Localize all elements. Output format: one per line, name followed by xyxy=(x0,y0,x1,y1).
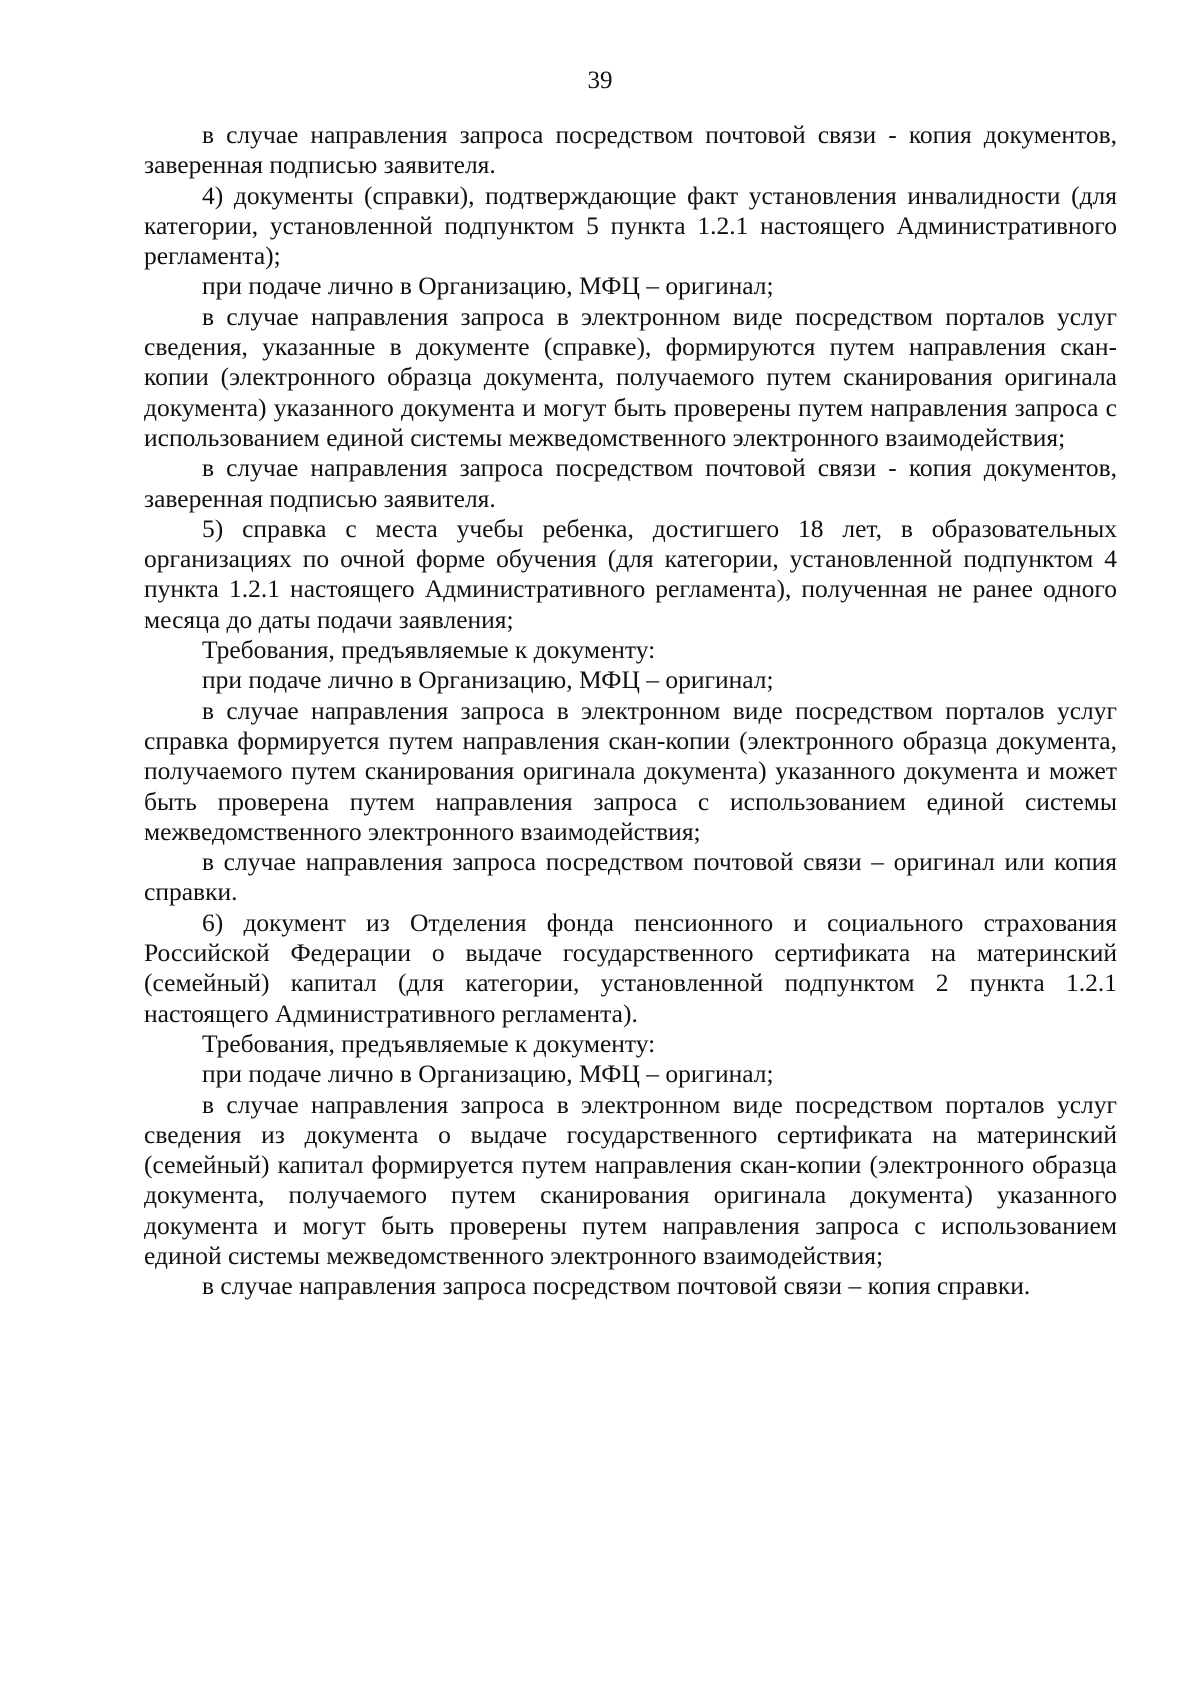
page-number: 39 xyxy=(587,67,613,94)
document-body xyxy=(144,120,1117,1302)
paragraph: в случае направления запроса посредством почтовой связи - копия документов, заверенная подписью заявителя. xyxy=(144,453,1117,513)
paragraph: в случае направления запроса в электронном виде посредством порталов услуг сведения, указанные в документе (справке), формируются путем направления скан-копии (электронного образца документа, получаемого путем сканирования оригинала документа) указанного документа и могут быть проверены путем направления запроса с использованием единой системы межведомственного электронного взаимодействия; xyxy=(144,301,1117,452)
paragraph: в случае направления запроса в электронном виде посредством порталов услуг сведения из документа о выдаче государственного сертификата на материнский (семейный) капитал формируется путем направления скан-копии (электронного образца документа, получаемого путем сканирования оригинала документа) указанного документа и могут быть проверены путем направления запроса с использованием единой системы межведомственного электронного взаимодействия; xyxy=(144,1089,1117,1270)
paragraph: при подаче лично в Организацию, МФЦ – оригинал; xyxy=(202,665,774,695)
paragraph: 5) справка с места учебы ребенка, достигшего 18 лет, в образовательных организациях по очной форме обучения (для категории, установленной подпунктом 4 пункта 1.2.1 настоящего Административного регламента), полученная не ранее одного месяца до даты подачи заявления; xyxy=(144,513,1117,634)
paragraph: 6) документ из Отделения фонда пенсионного и социального страхования Российской Федерации о выдаче государственного сертификата на материнский (семейный) капитал (для категории, установленной подпунктом 2 пункта 1.2.1 настоящего Административного регламента). xyxy=(144,907,1117,1028)
paragraph: Требования, предъявляемые к документу: xyxy=(202,1028,656,1058)
paragraph: 4) документы (справки), подтверждающие факт установления инвалидности (для категории, установленной подпунктом 5 пункта 1.2.1 настоящего Административного регламента); xyxy=(144,180,1117,271)
paragraph: при подаче лично в Организацию, МФЦ – оригинал; xyxy=(202,271,774,301)
paragraph: в случае направления запроса посредством почтовой связи – копия справки. xyxy=(202,1271,1031,1301)
paragraph: в случае направления запроса посредством почтовой связи - копия документов, заверенная подписью заявителя. xyxy=(144,120,1117,180)
paragraph: при подаче лично в Организацию, МФЦ – оригинал; xyxy=(202,1059,774,1089)
paragraph: в случае направления запроса в электронном виде посредством порталов услуг справка формируется путем направления скан-копии (электронного образца документа, получаемого путем сканирования оригинала документа) указанного документа и может быть проверена путем направления запроса с использованием единой системы межведомственного электронного взаимодействия; xyxy=(144,695,1117,846)
paragraph: в случае направления запроса посредством почтовой связи – оригинал или копия справки. xyxy=(144,847,1117,907)
paragraph: Требования, предъявляемые к документу: xyxy=(202,635,656,665)
